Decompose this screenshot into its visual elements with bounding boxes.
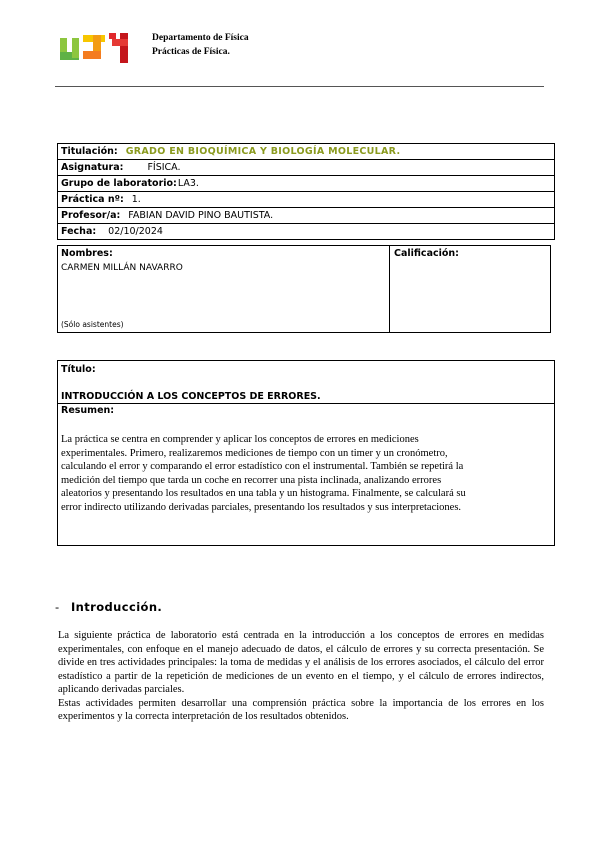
fecha-value: 02/10/2024: [108, 226, 163, 237]
department-subtitle: Prácticas de Física.: [152, 47, 230, 57]
titulacion-value: GRADO EN BIOQUÍMICA Y BIOLOGÍA MOLECULAR.: [125, 146, 401, 157]
summary-line: La práctica se centra en comprender y aplicar los conceptos de errores en mediciones: [61, 434, 419, 445]
profesor-label: Profesor/a:: [61, 210, 121, 221]
asignatura-value: FÍSICA.: [147, 162, 181, 173]
intro-heading-text: Introducción.: [71, 600, 163, 614]
grade-label: Calificación:: [394, 248, 459, 259]
department-header: [152, 31, 249, 59]
profesor-value: FABIAN DAVID PINO BAUTISTA.: [128, 210, 274, 221]
grade-cell: [390, 246, 550, 332]
summary-line: calculando el error y comparando el error estadístico con el instrumental. También se repetirá la: [61, 461, 464, 472]
title-section: [58, 361, 554, 404]
student-name: CARMEN MILLÁN NAVARRO: [61, 263, 183, 273]
summary-line: error indirecto utilizando derivadas parciales, presentando los resultados y sus interpretaciones.: [61, 501, 462, 513]
heading-bullet: -: [55, 600, 60, 614]
intro-body: [58, 629, 544, 724]
summary-text: [61, 433, 549, 514]
info-row-practica: [58, 192, 554, 208]
course-info-table: [57, 143, 555, 240]
names-label: Nombres:: [61, 248, 113, 259]
practica-label: Práctica nº:: [61, 194, 124, 205]
attendees-note: (Sólo asistentes): [61, 320, 124, 329]
summary-line: experimentales. Primero, realizaremos mediciones de tiempo con un timer y un cronómetro,: [61, 447, 448, 459]
grupo-value: LA3.: [177, 178, 199, 189]
info-row-titulacion: [58, 144, 554, 160]
intro-heading: [55, 600, 162, 614]
department-name: Departamento de Física: [152, 33, 249, 43]
intro-paragraph-2: Estas actividades permiten desarrollar una comprensión práctica sobre la importancia de los errores en los experimentos y la correcta interpretación de los resultados obtenidos.: [58, 697, 544, 722]
info-row-grupo: [58, 176, 554, 192]
practice-title: INTRODUCCIÓN A LOS CONCEPTOS DE ERRORES.: [61, 391, 321, 402]
titulacion-label: Titulación:: [61, 146, 118, 157]
summary-line: aleatorios y presentando los resultados en una tabla y un histograma. Finalmente, se calculará su: [61, 488, 466, 499]
summary-line: medición del tiempo que tarda un coche en recorrer una pista inclinada, analizando errores: [61, 474, 442, 486]
intro-paragraph-1: La siguiente práctica de laboratorio está centrada en la introducción a los conceptos de errores en medidas experimentales, con enfoque en el manejo adecuado de datos, el cálculo de errores y su correcta presentación. Se divide en tres actividades principales: la toma de medidas y el análisis de los errores asociados, el cálculo del error estadístico a partir de la repetición de mediciones de un evento en el tiempo, y el cálculo de errores indirectos, aplicando derivadas parciales.: [58, 630, 544, 695]
summary-label: Resumen:: [61, 405, 115, 416]
uji-logo: [60, 31, 134, 67]
names-cell: [58, 246, 390, 332]
info-row-fecha: [58, 224, 554, 239]
names-grade-box: [57, 245, 551, 333]
fecha-label: Fecha:: [61, 226, 97, 237]
info-row-profesor: [58, 208, 554, 224]
header-divider: [55, 86, 544, 87]
title-summary-box: [57, 360, 555, 546]
asignatura-label: Asignatura:: [61, 162, 124, 173]
practica-value: 1.: [131, 194, 141, 205]
info-row-asignatura: [58, 160, 554, 176]
grupo-label: Grupo de laboratorio:: [61, 178, 177, 189]
title-label: Título:: [61, 364, 96, 375]
